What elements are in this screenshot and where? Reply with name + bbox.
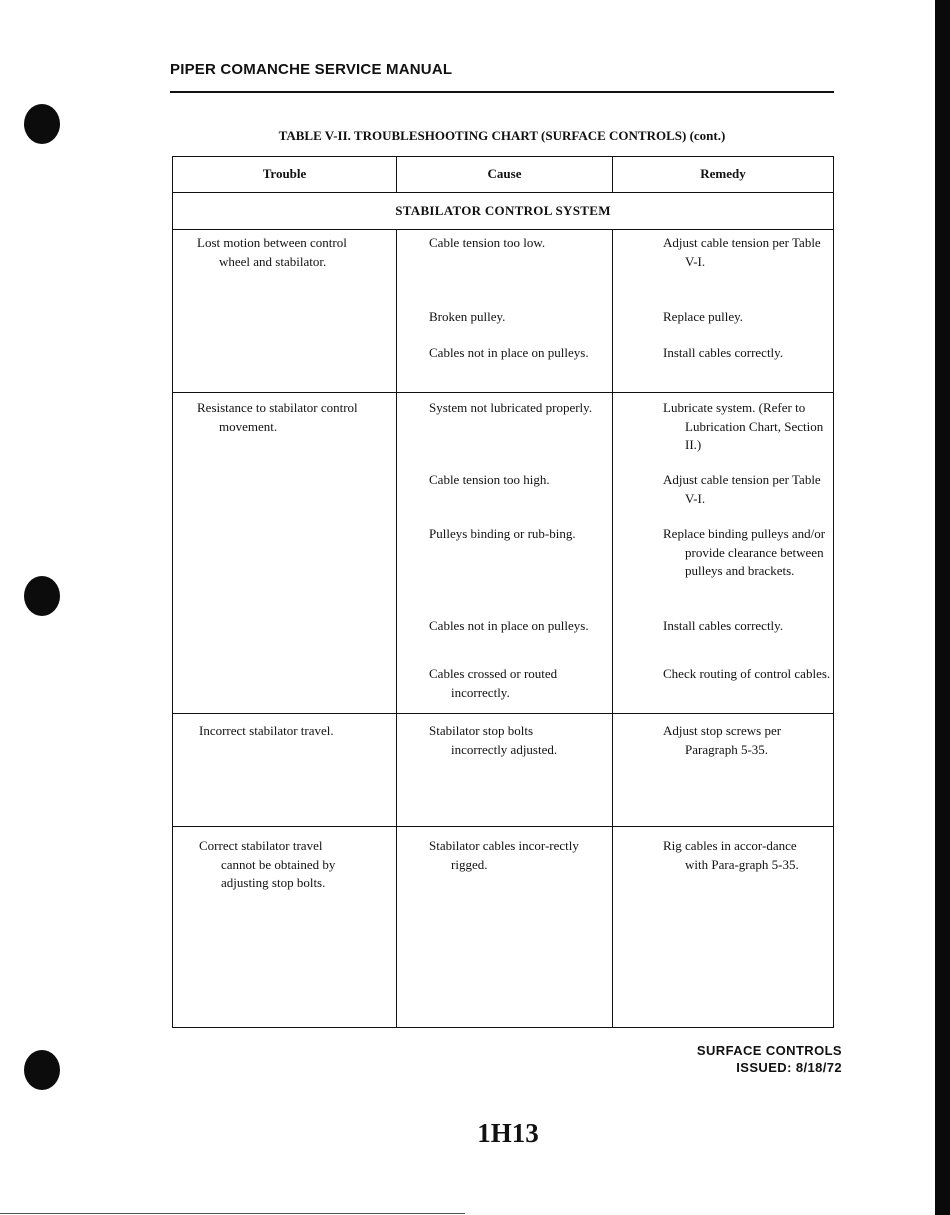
remedy-text: Adjust cable tension per Table V-I.: [663, 472, 821, 506]
cause-text: Cable tension too high.: [429, 472, 550, 487]
table-row: [173, 393, 834, 714]
binder-hole-icon: [24, 1050, 60, 1090]
remedy-text: Adjust stop screws per Paragraph 5-35.: [663, 723, 782, 757]
manual-title: PIPER COMANCHE SERVICE MANUAL: [170, 61, 453, 78]
column-header-remedy: Remedy: [613, 157, 834, 193]
remedy-text: Rig cables in accor-dance with Para-graph 5-35.: [663, 838, 799, 872]
cause-text: Pulleys binding or rub-bing.: [429, 526, 576, 541]
cause-text: Stabilator cables incor-rectly rigged.: [429, 838, 579, 872]
remedy-text: Replace binding pulleys and/or provide clearance between pulleys and brackets.: [663, 526, 826, 578]
footer-section: SURFACE CONTROLS: [696, 1043, 842, 1058]
column-header-cause: Cause: [397, 157, 613, 193]
page-footer: [697, 1042, 842, 1076]
remedy-text: Check routing of control cables.: [663, 666, 831, 681]
cause-text: Stabilator stop bolts incorrectly adjusted.: [429, 723, 558, 757]
cause-text: Cable tension too low.: [429, 235, 546, 250]
cause-text: Cables crossed or routed incorrectly.: [429, 666, 558, 700]
troubleshooting-table: [172, 156, 833, 1028]
cause-text: Cables not in place on pulleys.: [429, 345, 589, 360]
page-number: 1H13: [477, 1118, 539, 1148]
bottom-rule: [0, 1213, 465, 1214]
trouble-text: Lost motion between control wheel and stabilator.: [197, 235, 347, 269]
cause-text: Broken pulley.: [429, 309, 506, 324]
table-row: [173, 714, 834, 827]
footer-issued: ISSUED: 8/18/72: [736, 1060, 842, 1075]
binder-hole-icon: [24, 104, 60, 144]
table-title: TABLE V-II. TROUBLESHOOTING CHART (SURFACE CONTROLS) (cont.): [278, 128, 726, 143]
trouble-text: Incorrect stabilator travel.: [199, 723, 334, 738]
cause-text: Cables not in place on pulleys.: [429, 618, 589, 633]
page-edge-bar: [935, 0, 950, 1215]
trouble-text: Resistance to stabilator control movement.: [197, 400, 358, 434]
remedy-text: Replace pulley.: [663, 309, 744, 324]
section-heading: STABILATOR CONTROL SYSTEM: [173, 193, 834, 230]
column-header-trouble: Trouble: [173, 157, 397, 193]
trouble-text: Correct stabilator travel cannot be obtained by adjusting stop bolts.: [199, 838, 336, 890]
remedy-text: Install cables correctly.: [663, 618, 784, 633]
binder-hole-icon: [24, 576, 60, 616]
remedy-text: Adjust cable tension per Table V-I.: [663, 235, 821, 269]
remedy-text: Install cables correctly.: [663, 345, 784, 360]
table-row: [173, 230, 834, 393]
table-row: [173, 827, 834, 1028]
remedy-text: Lubricate system. (Refer to Lubrication Chart, Section II.): [663, 400, 824, 452]
header-rule: [170, 91, 834, 93]
cause-text: System not lubricated properly.: [429, 400, 593, 415]
